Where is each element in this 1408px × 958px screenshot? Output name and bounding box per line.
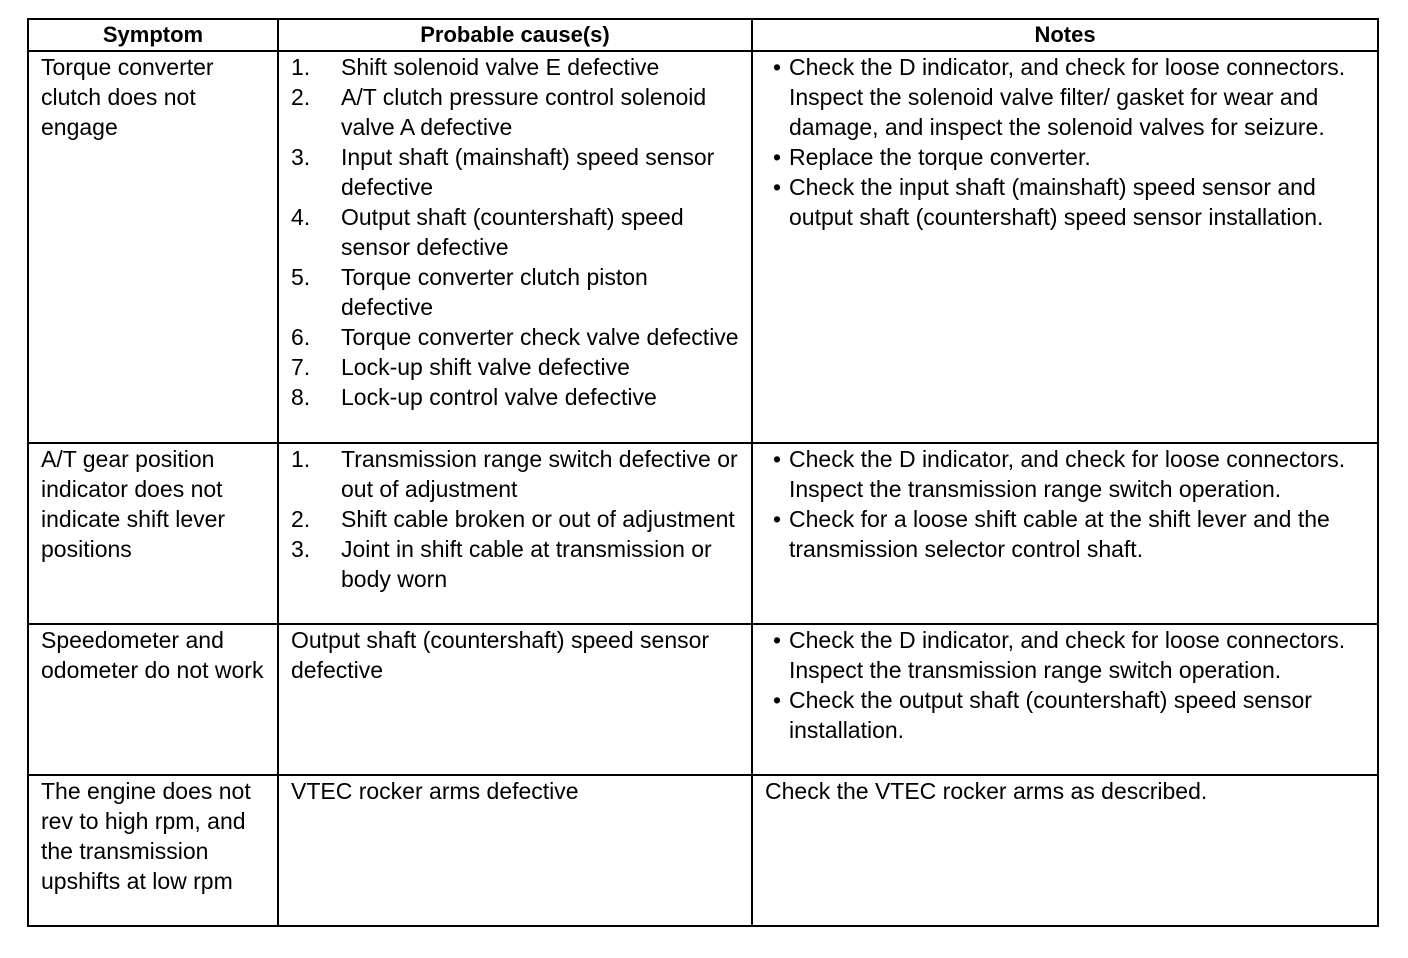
note-item: • Check the input shaft (mainshaft) speed sensor and output shaft (countershaft) speed sensor installation. — [765, 172, 1371, 232]
notes-cell — [752, 624, 1378, 775]
note-item: • Replace the torque converter. — [765, 142, 1371, 172]
notes-list — [765, 444, 1371, 564]
symptom-text: A/T gear position indicator does not indicate shift lever positions — [41, 446, 226, 562]
causes-cell — [278, 443, 752, 624]
symptom-cell — [28, 443, 278, 624]
notes-cell — [752, 775, 1378, 926]
cause-item: 1. Shift solenoid valve E defective — [291, 54, 660, 80]
causes-cell — [278, 624, 752, 775]
table-row — [28, 443, 1378, 624]
causes-cell — [278, 51, 752, 443]
cause-list — [291, 444, 745, 594]
note-item: • Check for a loose shift cable at the shift lever and the transmission selector control shaft. — [765, 504, 1371, 564]
cause-item: 3. Joint in shift cable at transmission or body worn — [291, 536, 712, 592]
bullet-icon: • — [772, 627, 782, 653]
symptom-text: Speedometer and odometer do not work — [41, 627, 264, 683]
table-row — [28, 51, 1378, 443]
bullet-icon: • — [772, 446, 782, 472]
symptom-text: Torque converter clutch does not engage — [41, 54, 214, 140]
troubleshooting-table — [27, 18, 1379, 927]
cause-item: 5. Torque converter clutch piston defective — [291, 264, 648, 320]
cause-item: 2. Shift cable broken or out of adjustment — [291, 506, 735, 532]
header-notes: Notes — [752, 19, 1378, 51]
symptom-text: The engine does not rev to high rpm, and the transmission upshifts at low rpm — [41, 778, 251, 894]
cause-text: Output shaft (countershaft) speed sensor defective — [291, 627, 710, 683]
bullet-icon: • — [772, 506, 782, 532]
cause-item: 3. Input shaft (mainshaft) speed sensor defective — [291, 144, 715, 200]
header-probable-causes: Probable cause(s) — [278, 19, 752, 51]
note-item: • Check the D indicator, and check for loose connectors. Inspect the transmission range switch operation. — [765, 444, 1371, 504]
symptom-cell — [28, 624, 278, 775]
note-item: • Check the D indicator, and check for loose connectors. Inspect the transmission range switch operation. — [765, 625, 1371, 685]
cause-item: 4. Output shaft (countershaft) speed sensor defective — [291, 204, 684, 260]
cause-item: 1. Transmission range switch defective or out of adjustment — [291, 446, 738, 502]
cause-text: VTEC rocker arms defective — [291, 778, 579, 804]
bullet-icon: • — [772, 174, 782, 200]
notes-cell — [752, 51, 1378, 443]
bullet-icon: • — [772, 144, 782, 170]
cause-list — [291, 52, 745, 412]
note-item: • Check the D indicator, and check for loose connectors. Inspect the solenoid valve filter/ gasket for wear and damage, and inspect the solenoid valves for seizure. — [765, 52, 1371, 142]
cause-item: 7. Lock-up shift valve defective — [291, 354, 630, 380]
bullet-icon: • — [772, 54, 782, 80]
table-row — [28, 775, 1378, 926]
note-text: Check the VTEC rocker arms as described. — [765, 778, 1208, 804]
table-row — [28, 624, 1378, 775]
notes-list — [765, 625, 1371, 745]
notes-cell — [752, 443, 1378, 624]
symptom-cell — [28, 775, 278, 926]
header-row — [28, 19, 1378, 51]
bullet-icon: • — [772, 687, 782, 713]
cause-item: 6. Torque converter check valve defective — [291, 324, 739, 350]
symptom-cell — [28, 51, 278, 443]
notes-list — [765, 52, 1371, 232]
cause-item: 2. A/T clutch pressure control solenoid valve A defective — [291, 84, 707, 140]
header-symptom: Symptom — [28, 19, 278, 51]
note-item: • Check the output shaft (countershaft) speed sensor installation. — [765, 685, 1371, 745]
causes-cell — [278, 775, 752, 926]
cause-item: 8. Lock-up control valve defective — [291, 384, 657, 410]
